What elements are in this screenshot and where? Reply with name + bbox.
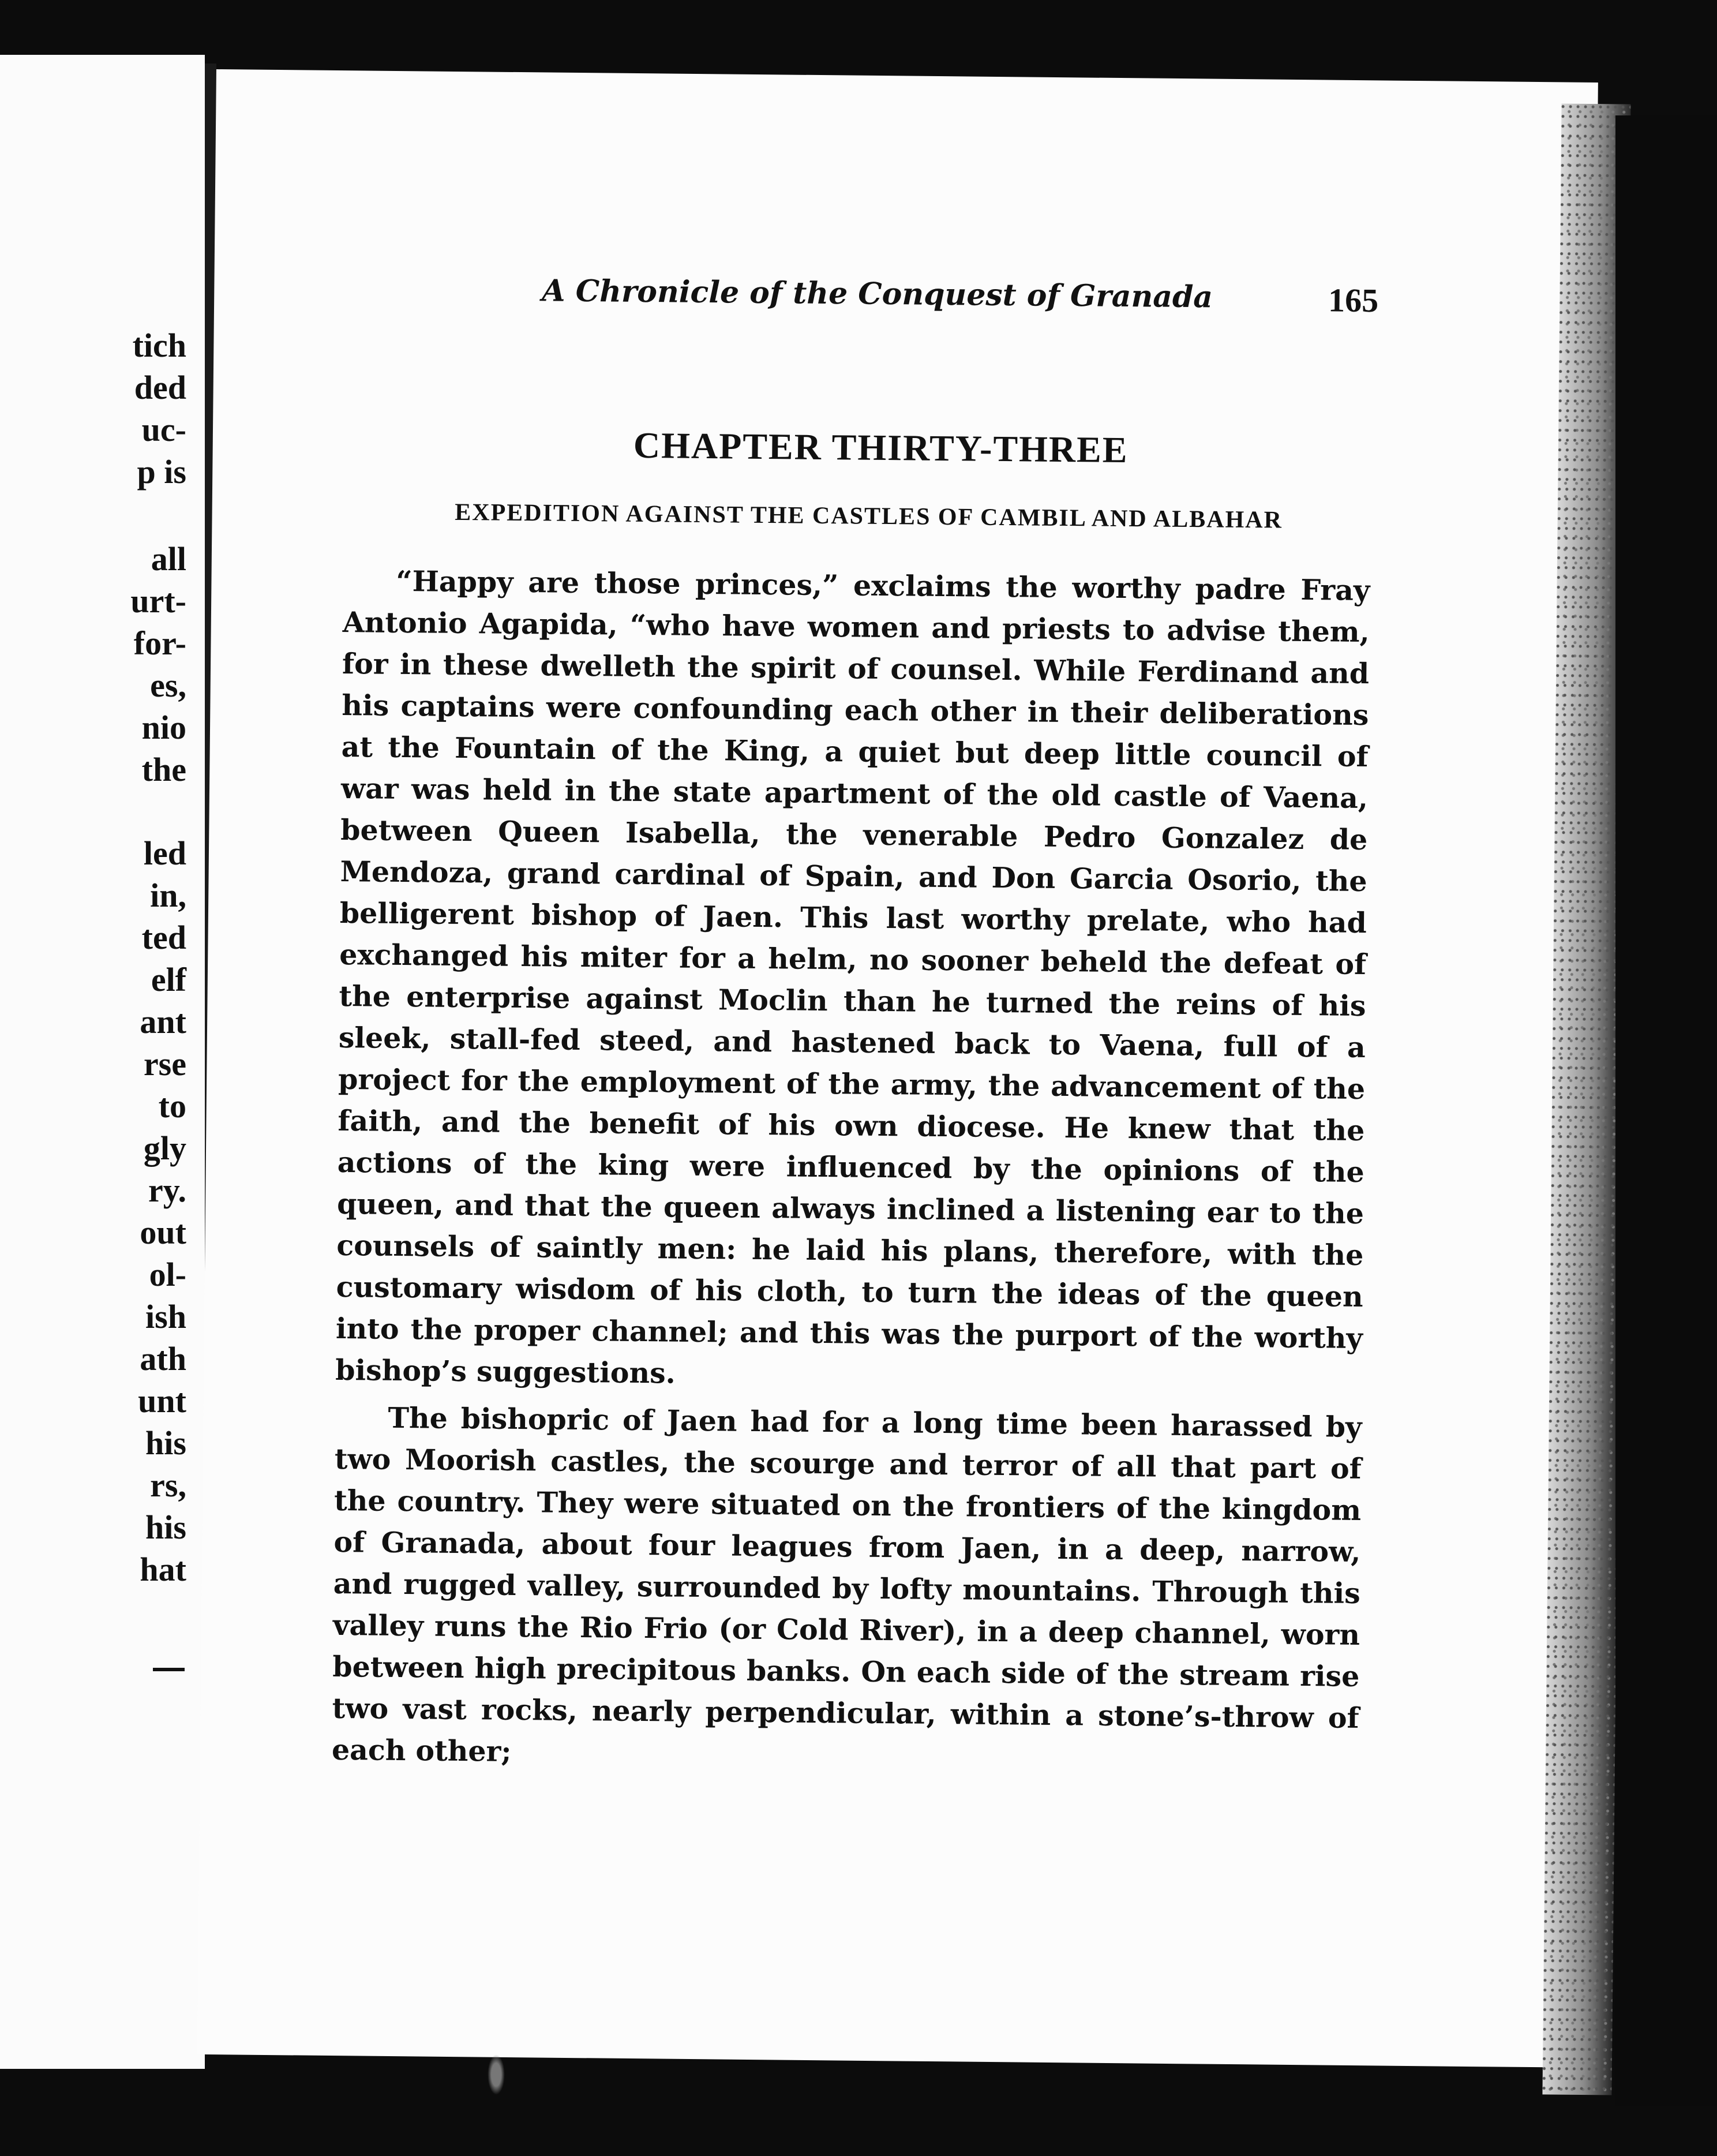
left-fragment: ant [140, 1003, 186, 1040]
left-fragment: hat [140, 1551, 186, 1588]
chapter-subtitle: EXPEDITION AGAINST THE CASTLES OF CAMBIL AND ALBAHAR [455, 499, 1283, 534]
left-fragment: in, [150, 877, 186, 914]
left-fragment: gly [143, 1129, 186, 1167]
page-number: 165 [1328, 281, 1379, 320]
left-fragment: ted [141, 919, 186, 956]
left-fragment: to [158, 1087, 186, 1125]
page-content [331, 248, 1379, 1780]
scan-artifact [488, 2054, 505, 2095]
left-fragment: nio [141, 709, 186, 746]
left-fragment: ry. [148, 1171, 186, 1209]
left-fragment: uc- [141, 411, 186, 448]
left-fragment: ol- [149, 1256, 186, 1293]
left-fragment: his [145, 1424, 186, 1462]
left-fragment: elf [151, 961, 186, 998]
scan-border-right [1615, 115, 1717, 2106]
body-text [332, 560, 1370, 1780]
left-fragment: rse [143, 1045, 186, 1083]
running-head [346, 248, 1379, 321]
left-rule [153, 1668, 185, 1671]
left-fragment: all [151, 540, 186, 578]
left-fragment: tich [132, 327, 186, 364]
left-fragment: ath [140, 1340, 186, 1378]
left-fragment: led [143, 834, 186, 872]
left-fragment: rs, [150, 1466, 186, 1504]
paragraph: The bishopric of Jaen had for a long time been harassed by two Moorish castles, the scourge and terror of all that part of the country. They were situated on the frontiers of the kingdom of Granada, about four leagues from Jaen, in a deep, narrow, and rugged valley, surrounded by lofty mountains. Through this valley runs the Rio Frio (or Cold River), in a deep channel, worn between high precipitous banks. On each side of the stream rise two vast rocks, nearly perpendicular, within a stone’s-throw of each other; [331, 1401, 1362, 1768]
paragraph: “Happy are those princes,” exclaims the worthy padre Fray Antonio Agapida, “who have women and priests to advise them, for in these dwelleth the spirit of counsel. While Ferdinand and his captains were confounding each other in their deliberations at the Fountain of the King, a quiet but deep little council of war was held in the state apartment of the old castle of Vaena, between Queen Isabella, the venerable Pedro Gonzalez de Mendoza, grand cardinal of Spain, and Don Garcia Osorio, the belligerent bishop of Jaen. This last worthy prelate, who had exchanged his miter for a helm, no sooner beheld the defeat of the enterprise against Moclin than he turned the reins of his sleek, stall-fed steed, and hastened back to Vaena, full of a project for the employment of the army, the advancement of the faith, and the benefit of his own diocese. He knew that the actions of the king were influenced by the opinions of the queen, and that the queen always inclined a listening ear to the counsels of saintly men: he laid his plans, therefore, with the customary wisdom of his cloth, to turn the ideas of the queen into the proper channel; and this was the purport of the worthy bishop’s suggestions. [335, 564, 1370, 1390]
left-fragment: ded [134, 369, 186, 406]
left-fragment: ish [145, 1298, 186, 1335]
left-fragment: the [141, 751, 186, 788]
running-title: A Chronicle of the Conquest of Granada [542, 273, 1213, 315]
previous-page-fragment [0, 55, 205, 2069]
left-fragment: urt- [130, 582, 186, 620]
left-fragment: his [145, 1509, 186, 1546]
left-fragment: es, [150, 667, 186, 704]
chapter-title: CHAPTER THIRTY-THREE [633, 424, 1129, 471]
left-fragment: unt [138, 1382, 186, 1420]
left-fragment: out [140, 1214, 186, 1251]
left-fragment: p is [137, 453, 186, 491]
left-fragment: for- [133, 624, 186, 662]
